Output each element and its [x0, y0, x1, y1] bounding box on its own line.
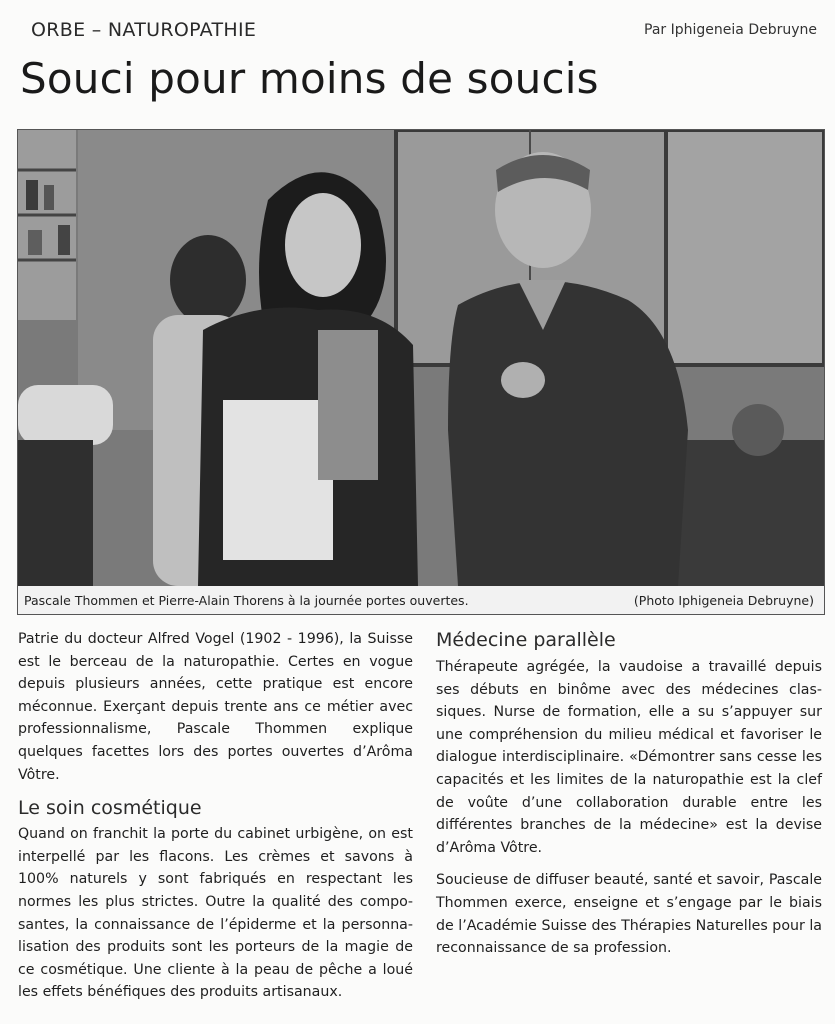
article-column-left — [18, 628, 413, 1004]
closing-paragraph: Soucieuse de diffuser beauté, santé et savoir, Pascale Thommen exerce, enseigne et s’engage par le biais de l’Académie Suisse des Thérapies Naturelles pour la reconnaissance de sa profession. — [436, 872, 822, 957]
author-byline: Par Iphigeneia Debruyne — [644, 22, 817, 38]
article-photo — [17, 129, 825, 615]
photo-credit: (Photo Iphigeneia Debruyne) — [633, 592, 814, 608]
photo-illustration — [18, 130, 824, 586]
section-heading-medecine: Médecine parallèle — [436, 629, 616, 651]
article-headline: Souci pour moins de soucis — [20, 54, 599, 103]
photo-caption: Pascale Thommen et Pierre-Alain Thorens à la journée portes ouvertes. — [24, 592, 469, 608]
intro-paragraph: Patrie du docteur Alfred Vogel (1902 - 1996), la Suisse est le berceau de la naturopathie. Certes en vogue depuis plusieurs années, cette pratique est encore méconnue. Exerçant depuis trente ans ce métier avec professionnalisme, Pascale Thommen explique quelques facettes lors des portes ouvertes d’Arôma Vôtre. — [18, 631, 413, 783]
photo-caption-bar — [18, 586, 824, 614]
section-kicker: ORBE – NATUROPATHIE — [31, 19, 257, 41]
section-heading-soin: Le soin cosmétique — [18, 797, 202, 820]
section-paragraph-medecine: Thérapeute agrégée, la vaudoise a travaillé depuis ses débuts en binôme avec des médecines classiques. Nurse de formation, elle a su s’appuyer sur une compréhension du milieu médical et favoriser le dialogue interdisciplinaire. «Démontrer sans cesse les capacités et les limites de la naturopathie est la clef de voûte d’une collaboration durable entre les différentes branches de la médecine» est la devise d’Arôma Vôtre. — [436, 659, 822, 856]
section-paragraph-soin: Quand on franchit la porte du cabinet urbigène, on est interpellé par les flacons. Les crèmes et savons à 100% naturels y sont fabriqués en respectant les normes les plus strictes. Outre la qualité des composantes, la connaissance de l’épiderme et la personnalisation des produits sont les porteurs de la magie de ce cosmétique. Une cliente à la peau de pêche a loué les effets bénéfiques des produits artisanaux. — [18, 826, 413, 1001]
article-column-right — [436, 628, 822, 960]
